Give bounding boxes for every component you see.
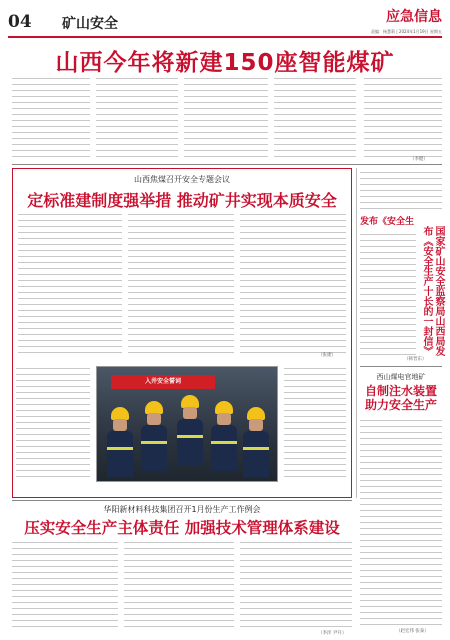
lead-headline: 山西今年将新建150座智能煤矿 bbox=[55, 50, 395, 76]
right-bottom-body bbox=[360, 418, 442, 628]
masthead bbox=[0, 0, 450, 44]
miner-jacket bbox=[243, 431, 269, 477]
miner-jacket bbox=[211, 425, 237, 471]
shanxi-author: （张捷） bbox=[318, 353, 336, 358]
miner-face bbox=[113, 419, 127, 431]
page-number: 04 bbox=[8, 12, 32, 32]
right-vertical-headline: 国家矿山安全监察局山西局发布《安全生产十长的一封信》 bbox=[421, 226, 444, 356]
shanxi-body-column-2 bbox=[128, 212, 234, 358]
reflective-stripe bbox=[177, 435, 203, 438]
newspaper-brand: 应急信息 bbox=[386, 9, 442, 25]
miner-jacket bbox=[177, 419, 203, 465]
section-divider bbox=[12, 164, 442, 165]
lead-body-column-2 bbox=[96, 76, 178, 162]
right-divider bbox=[360, 366, 442, 367]
bottom-divider bbox=[12, 500, 352, 501]
column-divider bbox=[356, 168, 357, 498]
miner-face bbox=[249, 419, 263, 431]
miner-jacket bbox=[141, 425, 167, 471]
right-intro-column bbox=[360, 170, 442, 212]
shanxi-body-column-4 bbox=[284, 366, 346, 482]
reflective-stripe bbox=[141, 441, 167, 444]
miner-face bbox=[183, 407, 197, 419]
shanxi-body-column-3 bbox=[240, 212, 346, 358]
lead-body-column-4 bbox=[274, 76, 356, 162]
lead-body-column-5 bbox=[364, 76, 442, 162]
shanxi-headline: 定标准建制度强举措 推动矿井实现本质安全 bbox=[27, 191, 337, 210]
bottom-body-column-2 bbox=[124, 540, 234, 632]
lead-body-column-3 bbox=[184, 76, 268, 162]
right-bottom-headline: 自制注水装置助力安全生产 bbox=[364, 384, 437, 412]
reflective-stripe bbox=[211, 441, 237, 444]
bottom-headline: 压实安全生产主体责任 加强技术管理体系建设 bbox=[24, 519, 340, 537]
shanxi-body-column-1 bbox=[18, 212, 122, 358]
reflective-stripe bbox=[243, 447, 269, 450]
lead-body-column-1 bbox=[12, 76, 90, 162]
right-bottom-author: （赵宏伟 张泰） bbox=[396, 629, 429, 634]
masthead-right bbox=[371, 6, 442, 35]
miner-face bbox=[217, 413, 231, 425]
right-bottom-kicker: 西山煤电官地矿 bbox=[376, 373, 426, 381]
right-top-body bbox=[360, 232, 416, 358]
photo-banner: 入井安全誓词 bbox=[111, 375, 215, 389]
reflective-stripe bbox=[107, 447, 133, 450]
bottom-body-column-1 bbox=[12, 540, 118, 632]
miner-face bbox=[147, 413, 161, 425]
bottom-body-column-3 bbox=[240, 540, 352, 632]
lead-author: （李健） bbox=[410, 157, 428, 162]
shanxi-kicker: 山西焦煤召开安全专题会议 bbox=[134, 175, 230, 184]
issue-meta: 责编：杨慧莉 | 2024年1月19日 星期五 bbox=[371, 29, 442, 34]
right-flash-label: 发布《安全生 bbox=[360, 217, 415, 227]
miner-jacket bbox=[107, 431, 133, 477]
miners-oath-photo bbox=[96, 366, 278, 482]
bottom-kicker: 华阳新材料科技集团召开1月份生产工作例会 bbox=[103, 505, 261, 514]
photo-caption-column bbox=[16, 366, 90, 482]
section-title: 矿山安全 bbox=[62, 16, 118, 32]
masthead-rule bbox=[8, 36, 442, 38]
right-top-author: （韩晋东） bbox=[404, 357, 427, 362]
bottom-author: （李洋 尹升） bbox=[318, 631, 347, 636]
